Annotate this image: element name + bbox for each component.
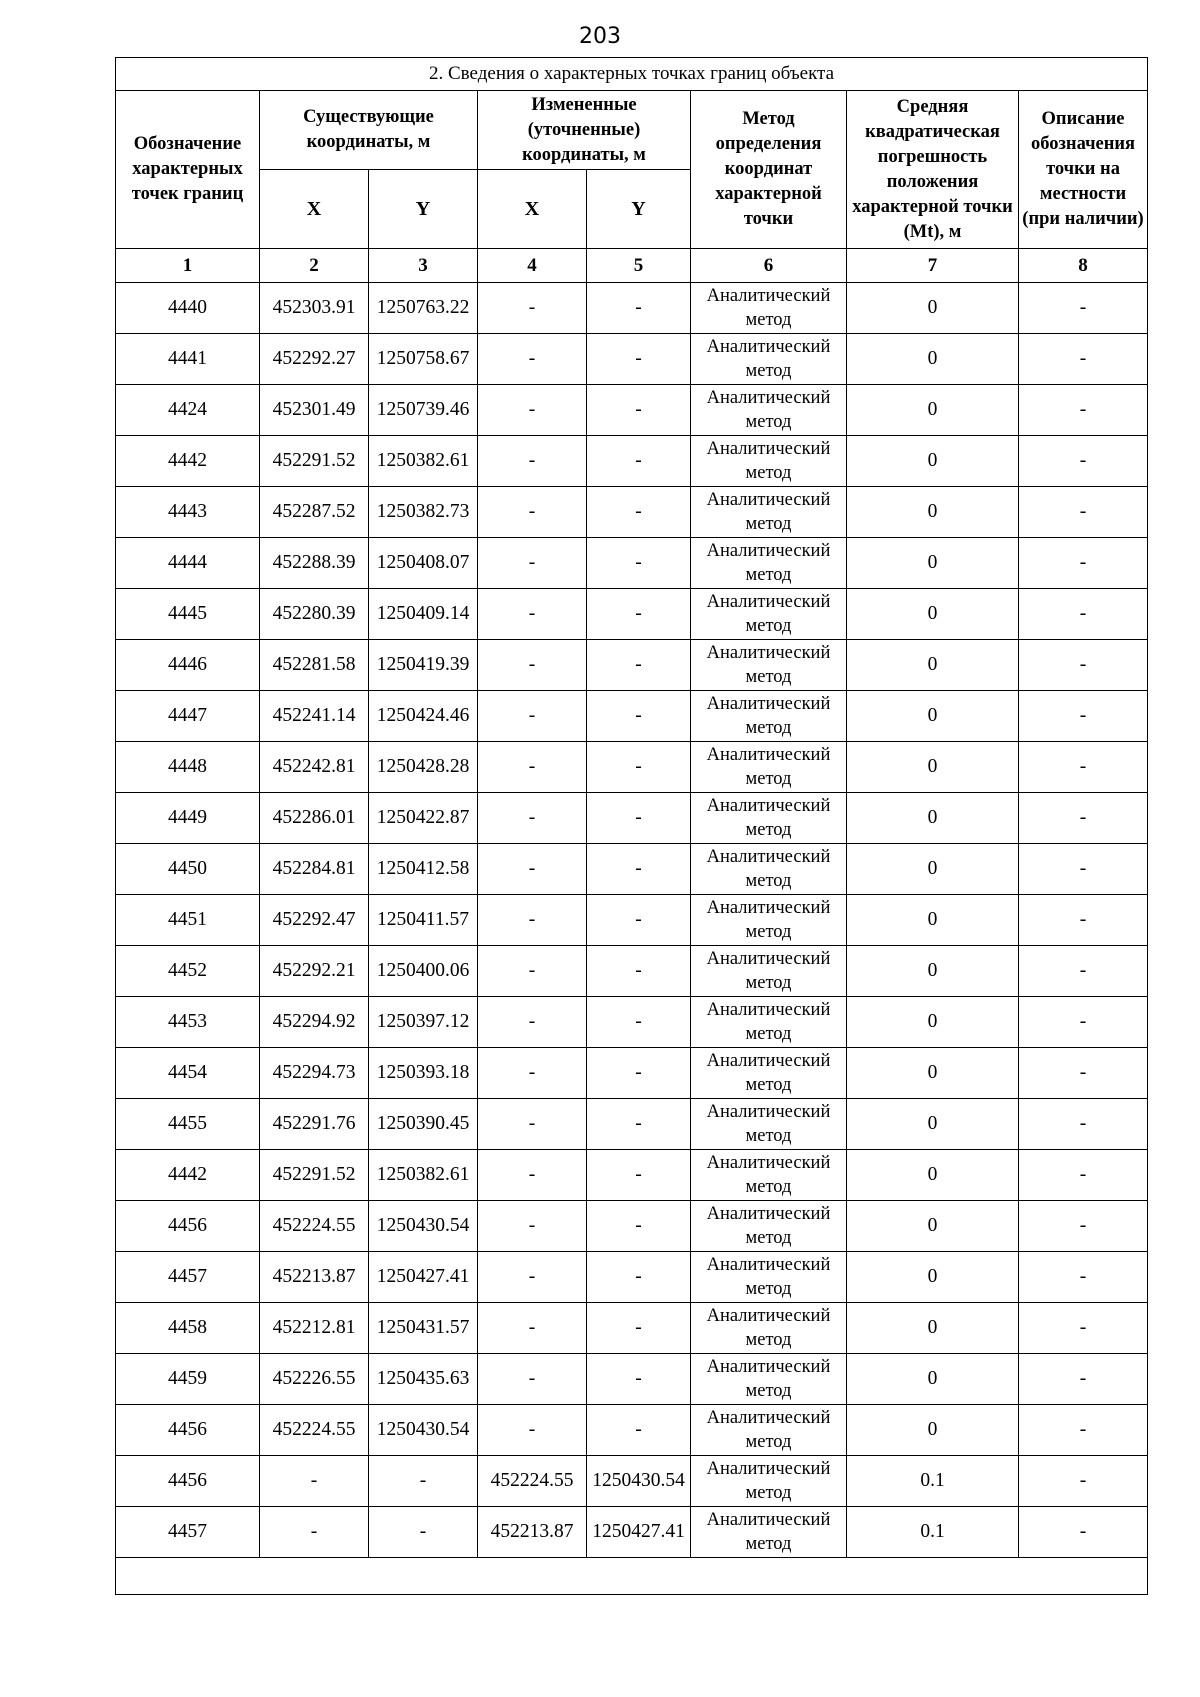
- description-cell: -: [1019, 1405, 1148, 1456]
- changed-y-cell: -: [587, 946, 691, 997]
- table-row: [116, 1507, 1148, 1558]
- table-row: [116, 487, 1148, 538]
- changed-y-cell: -: [587, 589, 691, 640]
- table-row: [116, 1456, 1148, 1507]
- existing-x-cell: 452292.47: [260, 895, 369, 946]
- mean-error-cell: 0: [847, 385, 1019, 436]
- column-number-cell: 5: [587, 249, 691, 283]
- point-id-cell: 4443: [116, 487, 260, 538]
- table-row: [116, 742, 1148, 793]
- method-cell: Аналитический метод: [691, 1507, 847, 1558]
- mean-error-cell: 0: [847, 844, 1019, 895]
- existing-x-cell: 452286.01: [260, 793, 369, 844]
- header-point-designation: Обозначение характерных точек границ: [116, 91, 260, 249]
- changed-y-cell: -: [587, 1354, 691, 1405]
- method-cell: Аналитический метод: [691, 895, 847, 946]
- table-row: [116, 334, 1148, 385]
- table-row: [116, 1048, 1148, 1099]
- method-cell: Аналитический метод: [691, 946, 847, 997]
- point-id-cell: 4456: [116, 1456, 260, 1507]
- header-existing-y: Y: [369, 170, 478, 249]
- mean-error-cell: 0: [847, 640, 1019, 691]
- existing-x-cell: 452224.55: [260, 1405, 369, 1456]
- existing-y-cell: 1250400.06: [369, 946, 478, 997]
- point-id-cell: 4444: [116, 538, 260, 589]
- mean-error-cell: 0: [847, 895, 1019, 946]
- method-cell: Аналитический метод: [691, 1150, 847, 1201]
- description-cell: -: [1019, 283, 1148, 334]
- existing-x-cell: 452292.21: [260, 946, 369, 997]
- section-title: 2. Сведения о характерных точках границ объекта: [116, 58, 1148, 91]
- mean-error-cell: 0: [847, 538, 1019, 589]
- mean-error-cell: 0: [847, 691, 1019, 742]
- description-cell: -: [1019, 538, 1148, 589]
- method-cell: Аналитический метод: [691, 487, 847, 538]
- existing-x-cell: 452288.39: [260, 538, 369, 589]
- method-cell: Аналитический метод: [691, 334, 847, 385]
- description-cell: -: [1019, 1048, 1148, 1099]
- description-cell: -: [1019, 1099, 1148, 1150]
- table-row: [116, 1252, 1148, 1303]
- description-cell: -: [1019, 589, 1148, 640]
- point-id-cell: 4450: [116, 844, 260, 895]
- changed-y-cell: -: [587, 895, 691, 946]
- changed-x-cell: 452224.55: [478, 1456, 587, 1507]
- method-cell: Аналитический метод: [691, 793, 847, 844]
- table-row: [116, 1303, 1148, 1354]
- mean-error-cell: 0: [847, 1252, 1019, 1303]
- description-cell: -: [1019, 1252, 1148, 1303]
- changed-y-cell: -: [587, 1048, 691, 1099]
- description-cell: -: [1019, 1150, 1148, 1201]
- method-cell: Аналитический метод: [691, 844, 847, 895]
- changed-x-cell: -: [478, 436, 587, 487]
- description-cell: -: [1019, 1507, 1148, 1558]
- description-cell: -: [1019, 844, 1148, 895]
- method-cell: Аналитический метод: [691, 640, 847, 691]
- column-numbers-row: [116, 249, 1148, 283]
- description-cell: -: [1019, 1303, 1148, 1354]
- changed-x-cell: -: [478, 1201, 587, 1252]
- mean-error-cell: 0: [847, 946, 1019, 997]
- existing-y-cell: 1250424.46: [369, 691, 478, 742]
- changed-x-cell: -: [478, 1303, 587, 1354]
- method-cell: Аналитический метод: [691, 283, 847, 334]
- table-row: [116, 1201, 1148, 1252]
- changed-x-cell: -: [478, 487, 587, 538]
- changed-y-cell: -: [587, 640, 691, 691]
- existing-y-cell: -: [369, 1507, 478, 1558]
- description-cell: -: [1019, 997, 1148, 1048]
- existing-x-cell: 452212.81: [260, 1303, 369, 1354]
- existing-x-cell: 452281.58: [260, 640, 369, 691]
- existing-y-cell: 1250408.07: [369, 538, 478, 589]
- mean-error-cell: 0: [847, 1405, 1019, 1456]
- header-existing-x: X: [260, 170, 369, 249]
- point-id-cell: 4456: [116, 1201, 260, 1252]
- point-id-cell: 4447: [116, 691, 260, 742]
- description-cell: -: [1019, 1201, 1148, 1252]
- table-row: [116, 1405, 1148, 1456]
- changed-y-cell: -: [587, 538, 691, 589]
- point-id-cell: 4457: [116, 1507, 260, 1558]
- point-id-cell: 4451: [116, 895, 260, 946]
- changed-x-cell: 452213.87: [478, 1507, 587, 1558]
- column-number-cell: 2: [260, 249, 369, 283]
- point-id-cell: 4442: [116, 1150, 260, 1201]
- boundary-points-table: [115, 57, 1148, 1595]
- mean-error-cell: 0: [847, 283, 1019, 334]
- method-cell: Аналитический метод: [691, 1099, 847, 1150]
- changed-x-cell: -: [478, 691, 587, 742]
- existing-y-cell: 1250430.54: [369, 1405, 478, 1456]
- existing-x-cell: 452291.76: [260, 1099, 369, 1150]
- changed-x-cell: -: [478, 640, 587, 691]
- changed-y-cell: -: [587, 1201, 691, 1252]
- changed-x-cell: -: [478, 1099, 587, 1150]
- existing-x-cell: 452301.49: [260, 385, 369, 436]
- changed-y-cell: 1250427.41: [587, 1507, 691, 1558]
- description-cell: -: [1019, 946, 1148, 997]
- changed-y-cell: -: [587, 1252, 691, 1303]
- existing-y-cell: 1250422.87: [369, 793, 478, 844]
- existing-x-cell: 452291.52: [260, 436, 369, 487]
- table-row: [116, 946, 1148, 997]
- existing-y-cell: 1250427.41: [369, 1252, 478, 1303]
- existing-x-cell: 452303.91: [260, 283, 369, 334]
- point-id-cell: 4453: [116, 997, 260, 1048]
- column-number-cell: 1: [116, 249, 260, 283]
- existing-y-cell: 1250382.61: [369, 1150, 478, 1201]
- existing-y-cell: 1250431.57: [369, 1303, 478, 1354]
- column-number-cell: 4: [478, 249, 587, 283]
- table-row: [116, 997, 1148, 1048]
- empty-footer-cell: [116, 1558, 1148, 1595]
- existing-y-cell: 1250411.57: [369, 895, 478, 946]
- changed-y-cell: -: [587, 385, 691, 436]
- changed-y-cell: -: [587, 283, 691, 334]
- point-id-cell: 4457: [116, 1252, 260, 1303]
- method-cell: Аналитический метод: [691, 589, 847, 640]
- existing-y-cell: 1250382.73: [369, 487, 478, 538]
- method-cell: Аналитический метод: [691, 1252, 847, 1303]
- changed-x-cell: -: [478, 793, 587, 844]
- method-cell: Аналитический метод: [691, 385, 847, 436]
- point-id-cell: 4442: [116, 436, 260, 487]
- changed-x-cell: -: [478, 1354, 587, 1405]
- method-cell: Аналитический метод: [691, 1201, 847, 1252]
- mean-error-cell: 0.1: [847, 1456, 1019, 1507]
- existing-y-cell: 1250739.46: [369, 385, 478, 436]
- existing-x-cell: 452294.73: [260, 1048, 369, 1099]
- table-row: [116, 589, 1148, 640]
- existing-x-cell: 452291.52: [260, 1150, 369, 1201]
- existing-x-cell: 452226.55: [260, 1354, 369, 1405]
- changed-y-cell: -: [587, 1303, 691, 1354]
- existing-x-cell: 452213.87: [260, 1252, 369, 1303]
- method-cell: Аналитический метод: [691, 742, 847, 793]
- page-number: 203: [579, 24, 621, 49]
- existing-x-cell: 452287.52: [260, 487, 369, 538]
- mean-error-cell: 0: [847, 487, 1019, 538]
- existing-y-cell: 1250758.67: [369, 334, 478, 385]
- point-id-cell: 4458: [116, 1303, 260, 1354]
- changed-y-cell: -: [587, 1150, 691, 1201]
- method-cell: Аналитический метод: [691, 1303, 847, 1354]
- header-mean-error: Средняя квадратическая погрешность положения характерной точки (Mt), м: [847, 91, 1019, 249]
- existing-x-cell: -: [260, 1456, 369, 1507]
- method-cell: Аналитический метод: [691, 1456, 847, 1507]
- changed-x-cell: -: [478, 1252, 587, 1303]
- existing-y-cell: 1250428.28: [369, 742, 478, 793]
- point-id-cell: 4441: [116, 334, 260, 385]
- point-id-cell: 4445: [116, 589, 260, 640]
- existing-x-cell: 452241.14: [260, 691, 369, 742]
- changed-y-cell: -: [587, 844, 691, 895]
- changed-x-cell: -: [478, 844, 587, 895]
- point-id-cell: 4449: [116, 793, 260, 844]
- mean-error-cell: 0: [847, 436, 1019, 487]
- header-description: Описание обозначения точки на местности (при наличии): [1019, 91, 1148, 249]
- mean-error-cell: 0: [847, 1099, 1019, 1150]
- table-row: [116, 691, 1148, 742]
- header-method: Метод определения координат характерной точки: [691, 91, 847, 249]
- changed-y-cell: -: [587, 742, 691, 793]
- point-id-cell: 4446: [116, 640, 260, 691]
- table-row: [116, 895, 1148, 946]
- description-cell: -: [1019, 334, 1148, 385]
- changed-x-cell: -: [478, 1150, 587, 1201]
- description-cell: -: [1019, 1354, 1148, 1405]
- existing-y-cell: 1250412.58: [369, 844, 478, 895]
- mean-error-cell: 0: [847, 1150, 1019, 1201]
- table-row: [116, 1354, 1148, 1405]
- mean-error-cell: 0: [847, 589, 1019, 640]
- changed-y-cell: -: [587, 436, 691, 487]
- changed-y-cell: -: [587, 997, 691, 1048]
- mean-error-cell: 0: [847, 1354, 1019, 1405]
- changed-x-cell: -: [478, 895, 587, 946]
- mean-error-cell: 0: [847, 997, 1019, 1048]
- existing-y-cell: 1250390.45: [369, 1099, 478, 1150]
- existing-x-cell: 452294.92: [260, 997, 369, 1048]
- changed-y-cell: 1250430.54: [587, 1456, 691, 1507]
- mean-error-cell: 0: [847, 1048, 1019, 1099]
- table-row: [116, 283, 1148, 334]
- existing-y-cell: 1250409.14: [369, 589, 478, 640]
- mean-error-cell: 0: [847, 334, 1019, 385]
- description-cell: -: [1019, 1456, 1148, 1507]
- description-cell: -: [1019, 691, 1148, 742]
- changed-x-cell: -: [478, 1048, 587, 1099]
- point-id-cell: 4455: [116, 1099, 260, 1150]
- method-cell: Аналитический метод: [691, 997, 847, 1048]
- table-row: [116, 1099, 1148, 1150]
- description-cell: -: [1019, 640, 1148, 691]
- table-row: [116, 538, 1148, 589]
- table-row: [116, 640, 1148, 691]
- description-cell: -: [1019, 742, 1148, 793]
- changed-x-cell: -: [478, 283, 587, 334]
- changed-x-cell: -: [478, 385, 587, 436]
- method-cell: Аналитический метод: [691, 1354, 847, 1405]
- existing-y-cell: -: [369, 1456, 478, 1507]
- existing-y-cell: 1250393.18: [369, 1048, 478, 1099]
- existing-x-cell: 452224.55: [260, 1201, 369, 1252]
- description-cell: -: [1019, 895, 1148, 946]
- changed-x-cell: -: [478, 946, 587, 997]
- existing-y-cell: 1250430.54: [369, 1201, 478, 1252]
- column-number-cell: 7: [847, 249, 1019, 283]
- header-changed-x: X: [478, 170, 587, 249]
- mean-error-cell: 0.1: [847, 1507, 1019, 1558]
- column-number-cell: 3: [369, 249, 478, 283]
- header-changed-y: Y: [587, 170, 691, 249]
- method-cell: Аналитический метод: [691, 1048, 847, 1099]
- column-number-cell: 6: [691, 249, 847, 283]
- existing-y-cell: 1250763.22: [369, 283, 478, 334]
- changed-x-cell: -: [478, 538, 587, 589]
- mean-error-cell: 0: [847, 742, 1019, 793]
- description-cell: -: [1019, 793, 1148, 844]
- changed-y-cell: -: [587, 1099, 691, 1150]
- column-number-cell: 8: [1019, 249, 1148, 283]
- existing-x-cell: 452242.81: [260, 742, 369, 793]
- changed-x-cell: -: [478, 742, 587, 793]
- mean-error-cell: 0: [847, 1303, 1019, 1354]
- changed-y-cell: -: [587, 793, 691, 844]
- changed-x-cell: -: [478, 334, 587, 385]
- point-id-cell: 4456: [116, 1405, 260, 1456]
- table-row: [116, 385, 1148, 436]
- existing-x-cell: 452280.39: [260, 589, 369, 640]
- changed-x-cell: -: [478, 1405, 587, 1456]
- description-cell: -: [1019, 436, 1148, 487]
- table-row: [116, 436, 1148, 487]
- existing-x-cell: -: [260, 1507, 369, 1558]
- existing-y-cell: 1250397.12: [369, 997, 478, 1048]
- changed-y-cell: -: [587, 487, 691, 538]
- mean-error-cell: 0: [847, 1201, 1019, 1252]
- table-body: [116, 283, 1148, 1558]
- point-id-cell: 4452: [116, 946, 260, 997]
- method-cell: Аналитический метод: [691, 436, 847, 487]
- table-row: [116, 844, 1148, 895]
- changed-y-cell: -: [587, 1405, 691, 1456]
- changed-x-cell: -: [478, 997, 587, 1048]
- description-cell: -: [1019, 487, 1148, 538]
- description-cell: -: [1019, 385, 1148, 436]
- table-row: [116, 793, 1148, 844]
- existing-y-cell: 1250435.63: [369, 1354, 478, 1405]
- existing-x-cell: 452284.81: [260, 844, 369, 895]
- empty-footer-row: [116, 1558, 1148, 1595]
- header-changed-coordinates: Измененные (уточненные) координаты, м: [478, 91, 691, 170]
- method-cell: Аналитический метод: [691, 538, 847, 589]
- existing-y-cell: 1250382.61: [369, 436, 478, 487]
- point-id-cell: 4424: [116, 385, 260, 436]
- method-cell: Аналитический метод: [691, 1405, 847, 1456]
- changed-y-cell: -: [587, 691, 691, 742]
- existing-y-cell: 1250419.39: [369, 640, 478, 691]
- table-row: [116, 1150, 1148, 1201]
- changed-y-cell: -: [587, 334, 691, 385]
- point-id-cell: 4448: [116, 742, 260, 793]
- point-id-cell: 4459: [116, 1354, 260, 1405]
- existing-x-cell: 452292.27: [260, 334, 369, 385]
- mean-error-cell: 0: [847, 793, 1019, 844]
- header-existing-coordinates: Существующие координаты, м: [260, 91, 478, 170]
- point-id-cell: 4440: [116, 283, 260, 334]
- point-id-cell: 4454: [116, 1048, 260, 1099]
- method-cell: Аналитический метод: [691, 691, 847, 742]
- changed-x-cell: -: [478, 589, 587, 640]
